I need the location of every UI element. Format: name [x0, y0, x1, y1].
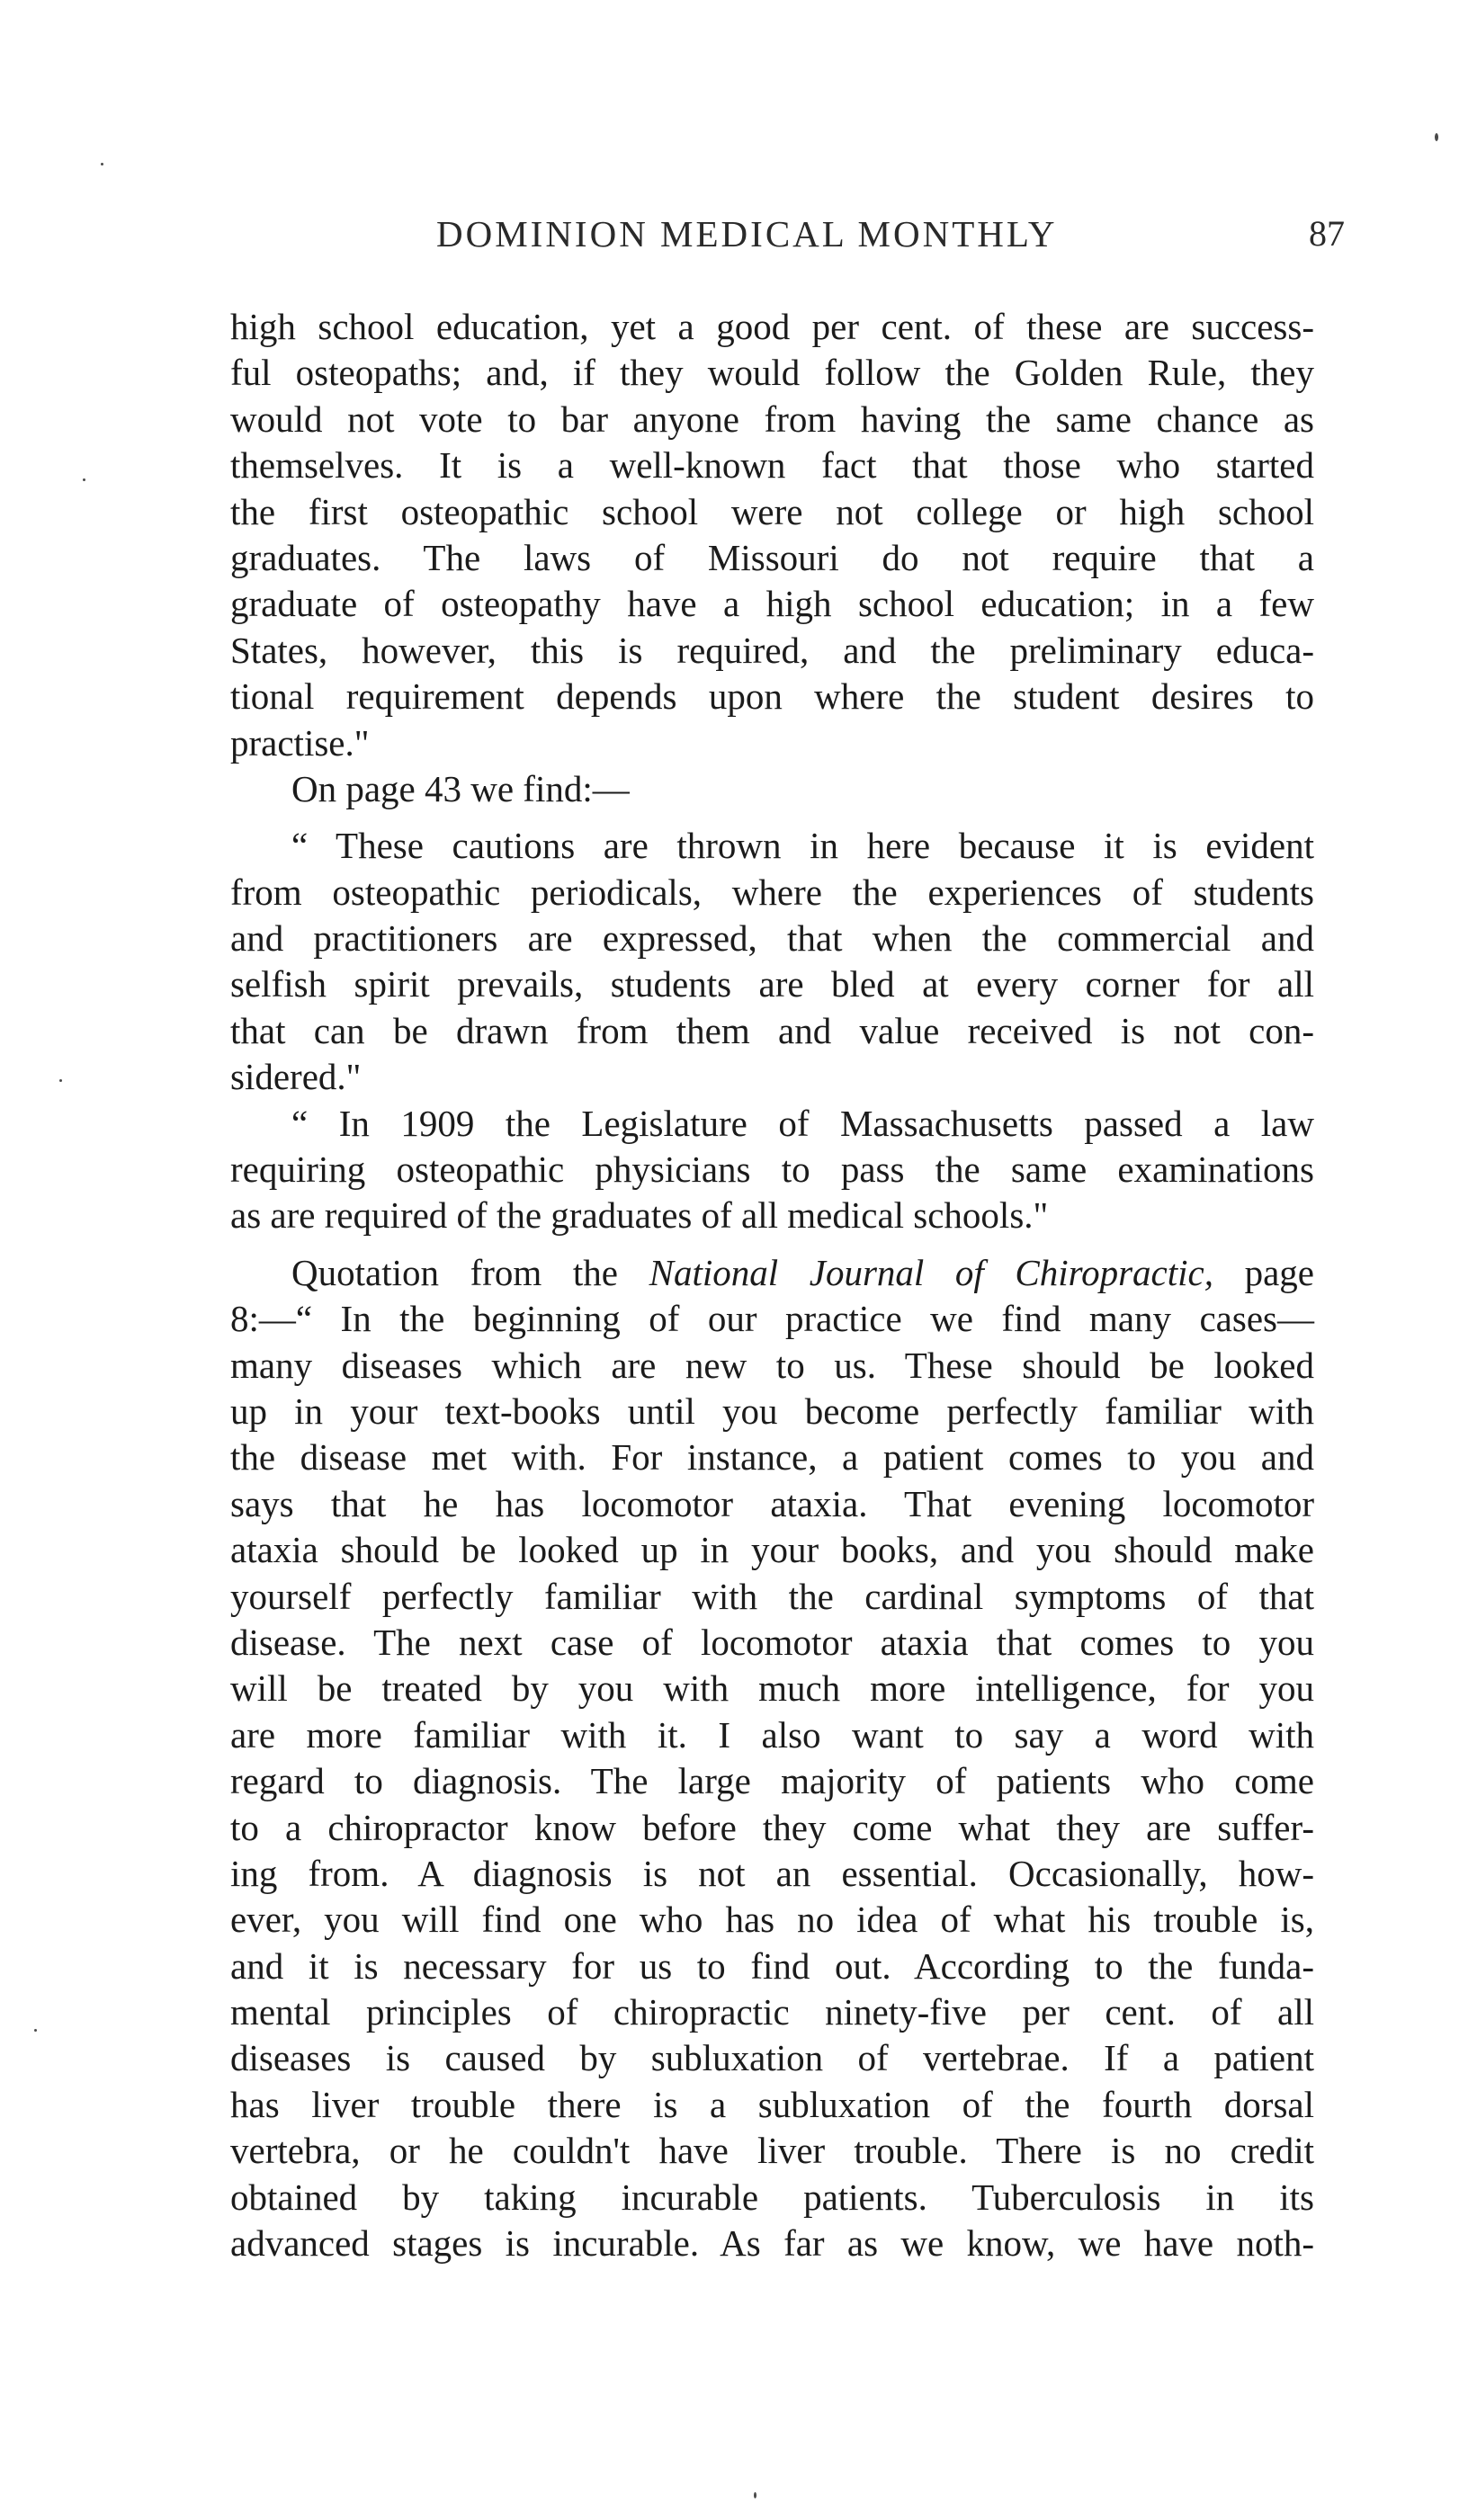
- text-line: graduates. The laws of Missouri do not require that a: [230, 536, 1314, 578]
- text-line: On page 43 we find:—: [291, 767, 630, 809]
- text-line: as are required of the graduates of all medical schools.": [230, 1194, 1049, 1237]
- text-line: sidered.": [230, 1056, 362, 1098]
- scan-speck: [59, 1079, 62, 1082]
- text-line: high school education, yet a good per cent. of these are success-: [230, 306, 1314, 347]
- text-line: graduate of osteopathy have a high school education; in a few: [230, 583, 1314, 625]
- paragraph-gap: [230, 1239, 1314, 1250]
- text-line: says that he has locomotor ataxia. That evening locomotor: [230, 1482, 1314, 1524]
- text-line: and practitioners are expressed, that when the commercial and: [230, 917, 1314, 960]
- text-line: States, however, this is required, and the preliminary educa-: [230, 629, 1314, 671]
- text-line: ing from. A diagnosis is not an essential. Occasionally, how-: [230, 1852, 1314, 1894]
- paragraph-gap: [230, 812, 1314, 823]
- text-line: will be treated by you with much more intelligence, for you: [230, 1667, 1314, 1710]
- text-line-with-citation: [230, 1250, 1314, 1296]
- scan-speck: [101, 163, 103, 165]
- text-line: “ These cautions are thrown in here because it is evident: [291, 825, 1314, 867]
- text-line: regard to diagnosis. The large majority of patients who come: [230, 1760, 1314, 1802]
- text-line: selfish spirit prevails, students are bled at every corner for all: [230, 963, 1314, 1005]
- text-line: and it is necessary for us to find out. According to the funda-: [230, 1944, 1314, 1987]
- text-line: themselves. It is a well-known fact that those who started: [230, 444, 1314, 487]
- text-line: the first osteopathic school were not college or high school: [230, 490, 1314, 532]
- body-text: [230, 304, 1314, 2266]
- text-line: diseases is caused by subluxation of vertebrae. If a patient: [230, 2037, 1314, 2079]
- text-line: ataxia should be looked up in your books, and you should make: [230, 1529, 1314, 1571]
- text-line: that can be drawn from them and value received is not con-: [230, 1009, 1314, 1051]
- scan-speck: [83, 478, 85, 481]
- text-line: from osteopathic periodicals, where the experiences of students: [230, 871, 1314, 913]
- text-line: are more familiar with it. I also want to say a word with: [230, 1713, 1314, 1756]
- text-line: yourself perfectly familiar with the cardinal symptoms of that: [230, 1575, 1314, 1617]
- text-line: disease. The next case of locomotor ataxia that comes to you: [230, 1621, 1314, 1663]
- text-line: practise.": [230, 721, 370, 764]
- text-line: tional requirement depends upon where the student desires to: [230, 675, 1314, 718]
- page-number: 87: [1309, 213, 1345, 254]
- text-line: ever, you will find one who has no idea of what his trouble is,: [230, 1899, 1314, 1941]
- text-line: advanced stages is incurable. As far as we know, we have noth-: [230, 2222, 1314, 2265]
- journal-title: National Journal of Chiropractic,: [649, 1251, 1213, 1293]
- text-line: would not vote to bar anyone from having the same chance as: [230, 398, 1314, 440]
- text-line: has liver trouble there is a subluxation of the fourth dorsal: [230, 2083, 1314, 2125]
- scan-speck: [1435, 133, 1438, 141]
- text-line: up in your text-books until you become perfectly familiar with: [230, 1390, 1314, 1432]
- text-line: 8:—“ In the beginning of our practice we find many cases—: [230, 1298, 1314, 1340]
- text-line: mental principles of chiropractic ninety-five per cent. of all: [230, 1991, 1314, 2033]
- text-line: the disease met with. For instance, a patient comes to you and: [230, 1436, 1314, 1479]
- scan-speck: [754, 2492, 756, 2498]
- text-line: requiring osteopathic physicians to pass the same examinations: [230, 1148, 1314, 1191]
- text-line: obtained by taking incurable patients. Tuberculosis in its: [230, 2176, 1314, 2218]
- running-head: DOMINION MEDICAL MONTHLY: [436, 213, 1058, 255]
- text-fragment: page: [1213, 1251, 1314, 1293]
- scan-speck: [34, 2029, 37, 2032]
- text-line: “ In 1909 the Legislature of Massachusetts passed a law: [291, 1102, 1314, 1144]
- text-line: to a chiropractor know before they come what they are suffer-: [230, 1806, 1314, 1848]
- text-fragment: Quotation from the: [291, 1251, 649, 1293]
- text-line: many diseases which are new to us. These should be looked: [230, 1344, 1314, 1386]
- text-line: vertebra, or he couldn't have liver trouble. There is no credit: [230, 2130, 1314, 2172]
- text-line: ful osteopaths; and, if they would follow the Golden Rule, they: [230, 352, 1314, 394]
